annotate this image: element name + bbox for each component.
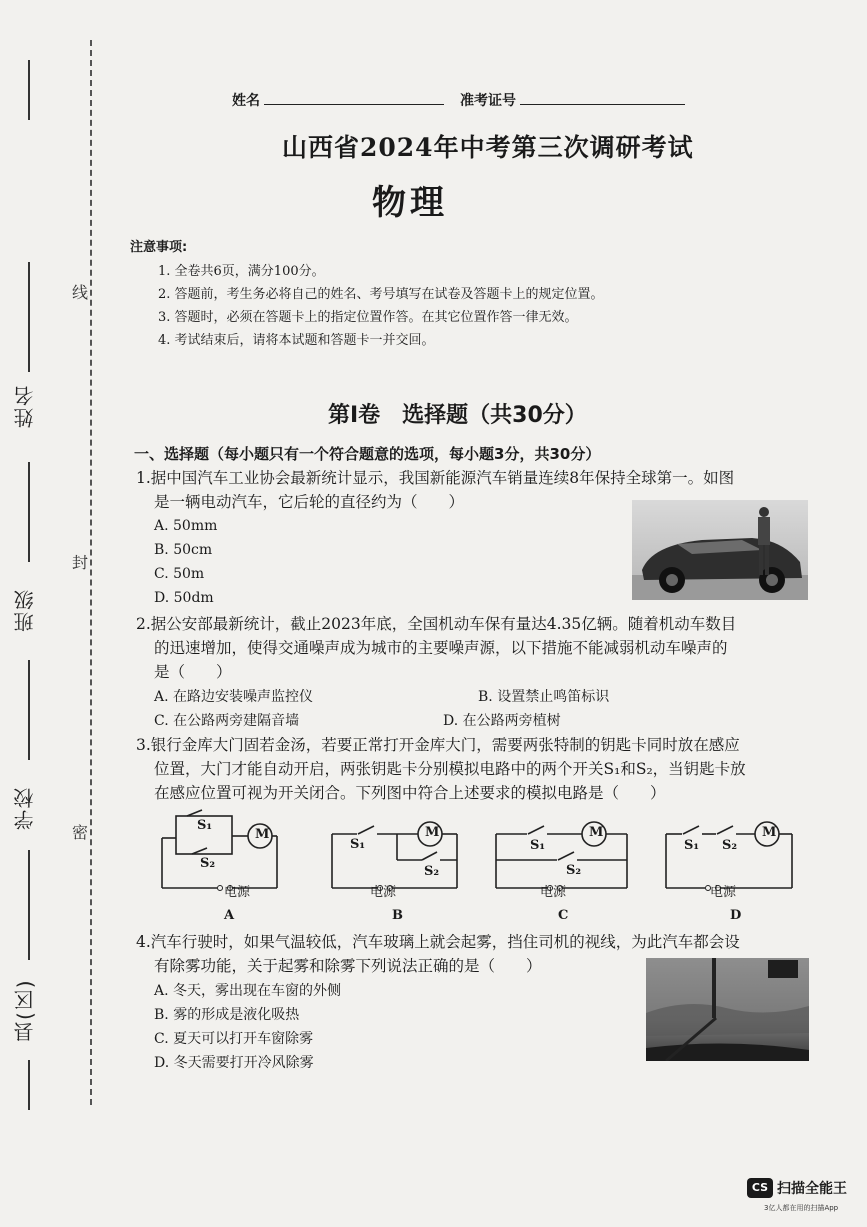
switch-s2-label: S₂ xyxy=(722,838,738,853)
seal-dashed-line xyxy=(90,40,92,1105)
seal-mark-secret: 密 xyxy=(72,823,89,842)
question-3-line: 在感应位置可视为开关闭合。下列图中符合上述要求的模拟电路是（ ） xyxy=(154,784,666,802)
motor-label: M xyxy=(762,825,777,840)
question-2-line: 是（ ） xyxy=(154,663,232,681)
notes-heading: 注意事项: xyxy=(130,240,188,255)
switch-s1-label: S₁ xyxy=(530,838,546,853)
binding-line xyxy=(28,462,30,562)
switch-s1-label: S₁ xyxy=(350,837,366,852)
seal-mark-seal: 封 xyxy=(72,553,89,572)
motor-label: M xyxy=(255,827,270,842)
question-4-line: 有除雾功能，关于起雾和除雾下列说法正确的是（ ） xyxy=(154,957,542,975)
subject-title: 物理 xyxy=(372,183,448,223)
circuit-diagram-d xyxy=(660,808,800,928)
binding-line xyxy=(28,262,30,372)
binding-class-label: 班级 xyxy=(13,588,37,632)
question-2-option-a: A. 在路边安装噪声监控仪 xyxy=(154,689,314,705)
power-source-label: 电源 xyxy=(710,885,737,900)
note-item: 1. 全卷共6页，满分100分。 xyxy=(158,264,325,279)
question-2-option-b: B. 设置禁止鸣笛标识 xyxy=(478,689,610,705)
exam-id-field-label: 准考证号 xyxy=(460,93,516,109)
seal-mark-line: 线 xyxy=(72,283,89,302)
choice-label: A xyxy=(224,908,235,923)
exam-id-field-line xyxy=(520,104,685,105)
motor-label: M xyxy=(425,825,440,840)
power-source-label: 电源 xyxy=(370,885,397,900)
binding-line xyxy=(28,850,30,960)
scanner-tagline: 3亿人都在用的扫描App xyxy=(764,1204,839,1212)
question-4-option-b: B. 雾的形成是液化吸热 xyxy=(154,1007,300,1023)
question-2-line: 的迅速增加，使得交通噪声成为城市的主要噪声源，以下措施不能减弱机动车噪声的 xyxy=(154,639,728,657)
scanner-name: 扫描全能王 xyxy=(777,1181,847,1197)
choice-label: C xyxy=(558,908,569,923)
question-1-option-d: D. 50dm xyxy=(154,590,214,606)
switch-s2-label: S₂ xyxy=(566,863,582,878)
question-1-option-b: B. 50cm xyxy=(154,542,213,558)
electric-car-photo xyxy=(632,500,808,600)
question-1-line: 1.据中国汽车工业协会最新统计显示，我国新能源汽车销量连续8年保持全球第一。如图 xyxy=(136,469,735,487)
binding-name-label: 姓名 xyxy=(13,384,37,428)
binding-line xyxy=(28,1060,30,1110)
question-1-line: 是一辆电动汽车，它后轮的直径约为（ ） xyxy=(154,493,465,511)
question-2-option-d: D. 在公路两旁植树 xyxy=(443,713,561,729)
circuit-diagram-a xyxy=(152,808,282,928)
question-1-option-c: C. 50m xyxy=(154,566,205,582)
choice-label: B xyxy=(392,908,403,923)
switch-s2-label: S₂ xyxy=(424,864,440,879)
foggy-windshield-photo xyxy=(646,958,809,1061)
note-item: 2. 答题前，考生务必将自己的姓名、考号填写在试卷及答题卡上的规定位置。 xyxy=(158,287,604,302)
switch-s2-label: S₂ xyxy=(200,856,216,871)
motor-label: M xyxy=(589,825,604,840)
question-2-line: 2.据公安部最新统计，截止2023年底，全国机动车保有量达4.35亿辆。随着机动车数目 xyxy=(136,615,737,633)
switch-s1-label: S₁ xyxy=(684,838,700,853)
exam-title: 山西省2024年中考第三次调研考试 xyxy=(282,133,694,162)
switch-s1-label: S₁ xyxy=(197,818,213,833)
note-item: 3. 答题时，必须在答题卡上的指定位置作答。在其它位置作答一律无效。 xyxy=(158,310,578,325)
binding-line xyxy=(28,660,30,760)
question-4-line: 4.汽车行驶时，如果气温较低，汽车玻璃上就会起雾，挡住司机的视线，为此汽车都会设 xyxy=(136,933,740,951)
choice-label: D xyxy=(730,908,742,923)
scanner-logo: CS xyxy=(747,1178,773,1198)
question-2-option-c: C. 在公路两旁建隔音墙 xyxy=(154,713,300,729)
name-field-line xyxy=(264,104,444,105)
question-4-option-c: C. 夏天可以打开车窗除雾 xyxy=(154,1031,314,1047)
question-3-line: 位置，大门才能自动开启，两张钥匙卡分别模拟电路中的两个开关S₁和S₂，当钥匙卡放 xyxy=(154,760,746,778)
binding-school-label: 学校 xyxy=(13,786,37,830)
question-4-option-d: D. 冬天需要打开冷风除雾 xyxy=(154,1055,314,1071)
binding-line xyxy=(28,60,30,120)
circuit-diagram-b xyxy=(322,808,462,928)
question-3-line: 3.银行金库大门固若金汤，若要正常打开金库大门，需要两张特制的钥匙卡同时放在感应 xyxy=(136,736,740,754)
part-title: 一、选择题（每小题只有一个符合题意的选项，每小题3分，共30分） xyxy=(134,445,601,463)
question-1-option-a: A. 50mm xyxy=(154,518,218,534)
name-field-label: 姓名 xyxy=(232,93,260,109)
circuit-diagram-c xyxy=(492,808,632,928)
note-item: 4. 考试结束后，请将本试题和答题卡一并交回。 xyxy=(158,333,435,348)
section-title: 第I卷 选择题（共30分） xyxy=(328,403,587,428)
power-source-label: 电源 xyxy=(540,885,567,900)
power-source-label: 电源 xyxy=(224,885,251,900)
question-4-option-a: A. 冬天，雾出现在车窗的外侧 xyxy=(154,983,342,999)
binding-county-label: 县(区) xyxy=(13,978,37,1042)
